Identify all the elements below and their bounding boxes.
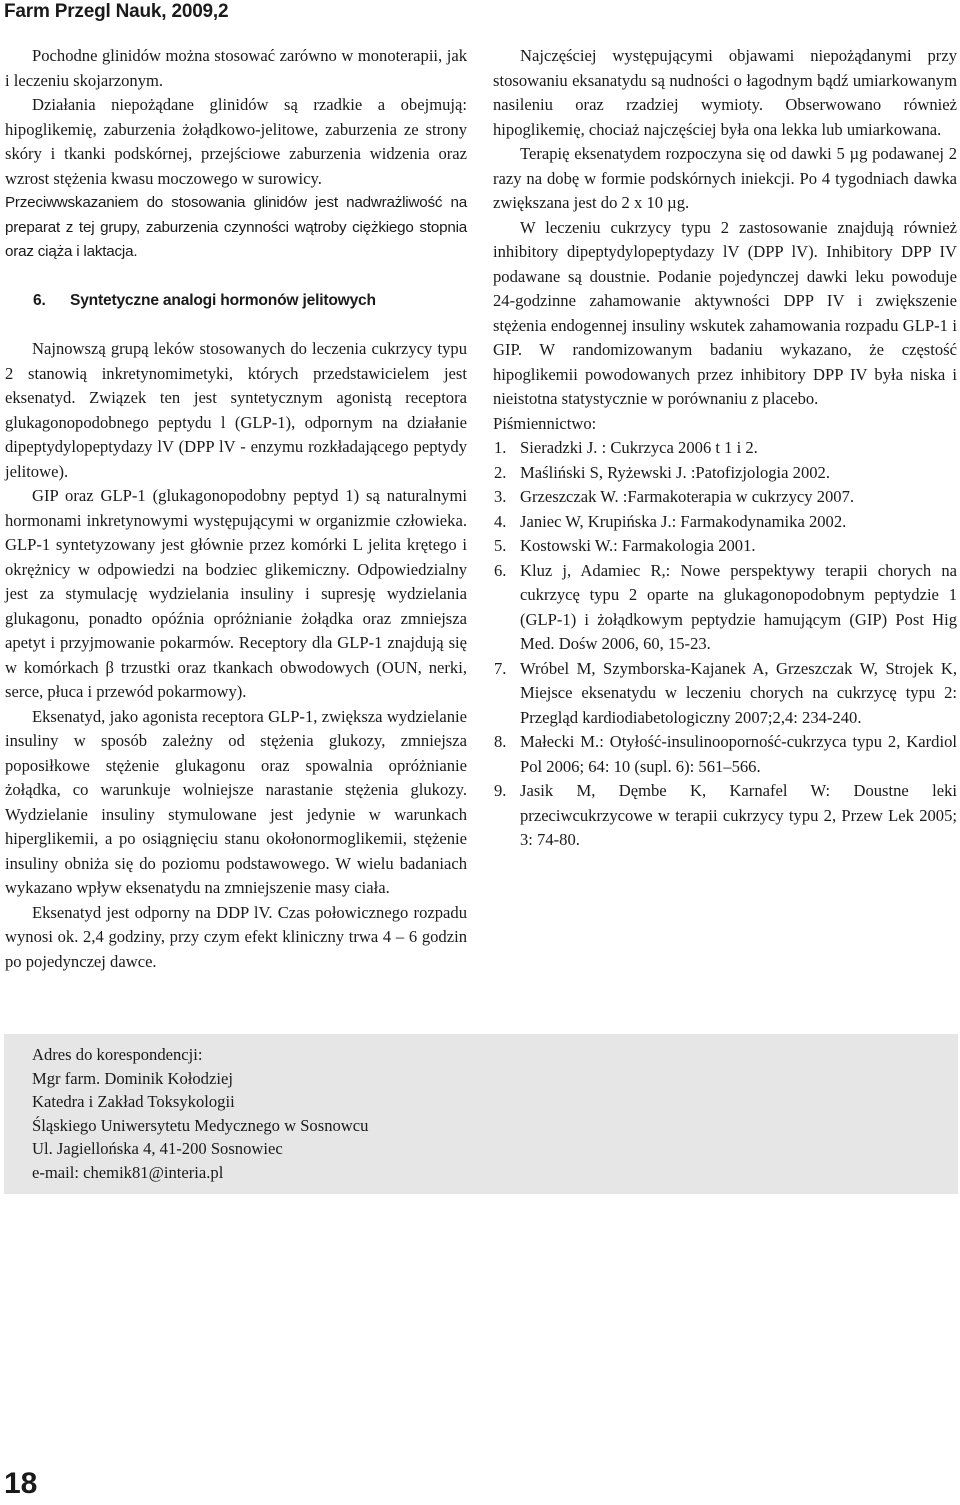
reference-item — [493, 730, 957, 779]
section-title: Syntetyczne analogi hormonów jelitowych — [70, 291, 376, 309]
reference-item — [493, 485, 957, 510]
paragraph-dpp4-inhibitors: W leczeniu cukrzycy typu 2 zastosowanie znajdują również inhibitory dipeptydylopeptydazy lV (DPP lV). Inhibitory DPP IV podawane są doustnie. Podanie pojedynczej dawki leku powoduje 24-godzinne zahamowanie aktywności DPP IV i zwiększenie stężenia endogennej insuliny wskutek zahamowania rozpadu GLP-1 i GIP. W randomizowanym badaniu wykazano, że częstość hipoglikemii powodowanych przez inhibitory DPP IV była niska i nieistotna statystycznie w porównaniu z placebo. — [493, 217, 957, 408]
paragraph-exenatide-half-life: Eksenatyd jest odporny na DDP lV. Czas połowicznego rozpadu wynosi ok. 2,4 godziny, przy czym efekt kliniczny trwa 4 – 6 godzin po pojedynczej dawce. — [5, 902, 467, 971]
reference-text: Kluz j, Adamiec R,: Nowe perspektywy terapii chorych na cukrzycę typu 2 oparte na glukagonopodobnym peptydzie 1 (GLP-1) i żołądkowym peptydzie hamującym (GIP) Post Hig Med. Dośw 2006, 60, 15-23. — [520, 560, 957, 653]
paragraph-glinides-contraindications: Przeciwwskazaniem do stosowania glinidów jest nadwrażliwość na preparat z tej grupy, zaburzenia czynności wątroby ciężkiego stopnia oraz ciąża i laktacja. — [5, 194, 467, 260]
reference-text: Wróbel M, Szymborska-Kajanek A, Grzeszczak W, Strojek K, Miejsce eksenatydu w leczeniu chorych na cukrzycę typu 2: Przegląd kardiodiabetologiczny 2007;2,4: 234-240. — [520, 658, 957, 727]
section-number: 6. — [33, 291, 46, 309]
paragraph-glinides-therapy: Pochodne glinidów można stosować zarówno w monoterapii, jak i leczeniu skojarzonym. — [5, 46, 467, 90]
journal-header: Farm Przegl Nauk, 2009,2 — [4, 1, 229, 22]
reference-item — [493, 657, 957, 731]
references-list — [493, 436, 957, 853]
reference-number: 7. — [494, 658, 507, 678]
correspondence-name: Mgr farm. Dominik Kołodziej — [32, 1068, 233, 1088]
paragraph-dosing: Terapię eksenatydem rozpoczyna się od dawki 5 µg podawanej 2 razy na dobę w formie podskórnych iniekcji. Po 4 tygodniach dawka zwiększana jest do 2 x 10 µg. — [493, 144, 957, 212]
reference-number: 4. — [494, 511, 507, 531]
reference-item — [493, 461, 957, 486]
paragraph-incretin-mimetics: Najnowszą grupą leków stosowanych do leczenia cukrzycy typu 2 stanowią inkretynomimetyki, których przedstawicielem jest eksenatyd. Związek ten jest syntetycznym agonistą receptora glukagonopodobnego peptydu l (GLP-1), odpornym na działanie dipeptydylopeptydazy lV (DPP lV - enzymu rozkładającego peptydy jelitowe). — [5, 339, 467, 481]
section-heading — [33, 289, 467, 314]
reference-item — [493, 779, 957, 853]
correspondence-department: Katedra i Zakład Toksykologii — [32, 1092, 235, 1111]
correspondence-address — [32, 1043, 368, 1184]
reference-item — [493, 436, 957, 461]
reference-text: Maśliński S, Ryżewski J. :Patofizjologia 2002. — [520, 462, 830, 482]
reference-number: 5. — [494, 536, 507, 555]
left-column — [5, 44, 467, 974]
correspondence-email: e-mail: chemik81@interia.pl — [32, 1162, 224, 1182]
right-column — [493, 44, 957, 853]
correspondence-university: Śląskiego Uniwersytetu Medycznego w Sosnowcu — [32, 1115, 369, 1135]
reference-number: 9. — [494, 781, 507, 800]
reference-number: 6. — [494, 560, 507, 580]
reference-text: Jasik M, Dęmbe K, Karnafel W: Doustne leki przeciwcukrzycowe w terapii cukrzycy typu 2, Przew Lek 2005; 3: 74-80. — [520, 781, 957, 849]
reference-text: Sieradzki J. : Cukrzyca 2006 t 1 i 2. — [520, 438, 758, 457]
reference-number: 2. — [494, 462, 507, 482]
correspondence-street: Ul. Jagiellońska 4, 41-200 Sosnowiec — [32, 1139, 283, 1158]
reference-text: Kostowski W.: Farmakologia 2001. — [520, 536, 756, 555]
reference-number: 8. — [494, 732, 507, 751]
reference-item — [493, 534, 957, 559]
reference-number: 3. — [494, 487, 507, 506]
paragraph-exenatide-action: Eksenatyd, jako agonista receptora GLP-1, zwiększa wydzielanie insuliny w sposób zależny od stężenia glukozy, zmniejsza poposiłkowe stężenie glukagonu oraz spowalnia opróżnianie żołądka, co warunkuje wolniejsze narastanie stężenia glukozy. Wydzielanie insuliny stymulowane jest jedynie w warunkach hiperglikemii, a po osiągnięciu stanu okołonormoglikemii, stężenie insuliny obniża się do poziomu podstawowego. W wielu badaniach wykazano wpływ eksenatydu na zmniejszenie masy ciała. — [5, 706, 467, 897]
reference-number: 1. — [494, 438, 507, 457]
paragraph-gip-glp1: GIP oraz GLP-1 (glukagonopodobny peptyd 1) są naturalnymi hormonami inkretynowymi występującymi w organizmie człowieka. GLP-1 syntetyzowany jest głównie przez komórki L jelita krętego i okrężnicy w odpowiedzi na bodziec glikemiczny. Odpowiedzialny jest za stymulację wydzielania insuliny i supresję wydzielania glukagonu, ponadto opóźnia opróżnianie żołądka oraz zmniejsza apetyt i przyjmowanie pokarmów. Receptory dla GLP-1 znajdują się w komórkach β trzustki oraz tkankach obwodowych (OUN, nerki, serce, płuca i przewód pokarmowy). — [5, 486, 467, 701]
paragraph-glinides-side-effects: Działania niepożądane glinidów są rzadkie a obejmują: hipoglikemię, zaburzenia żołądkowo-jelitowe, zaburzenia ze strony skóry i tkanki podskórnej, przejściowe zaburzenia widzenia oraz wzrost stężenia kwasu moczowego w surowicy. — [5, 95, 467, 188]
reference-item — [493, 559, 957, 657]
reference-text: Janiec W, Krupińska J.: Farmakodynamika 2002. — [520, 511, 847, 531]
reference-text: Grzeszczak W. :Farmakoterapia w cukrzycy 2007. — [520, 487, 855, 506]
page-number: 18 — [4, 1467, 38, 1500]
references-title: Piśmiennictwo: — [493, 413, 597, 433]
paragraph-adverse-effects: Najczęściej występującymi objawami niepożądanymi przy stosowaniu eksanatydu są nudności o łagodnym bądź umiarkowanym nasileniu oraz rzadziej wymioty. Obserwowano również hipoglikemię, chociaż najczęściej była ona lekka lub umiarkowana. — [493, 46, 957, 139]
reference-item — [493, 510, 957, 535]
reference-text: Małecki M.: Otyłość-insulinooporność-cukrzyca typu 2, Kardiol Pol 2006; 64: 10 (supl. 6): 561–566. — [520, 732, 957, 776]
correspondence-label: Adres do korespondencji: — [32, 1045, 203, 1064]
correspondence-box — [4, 1034, 958, 1194]
